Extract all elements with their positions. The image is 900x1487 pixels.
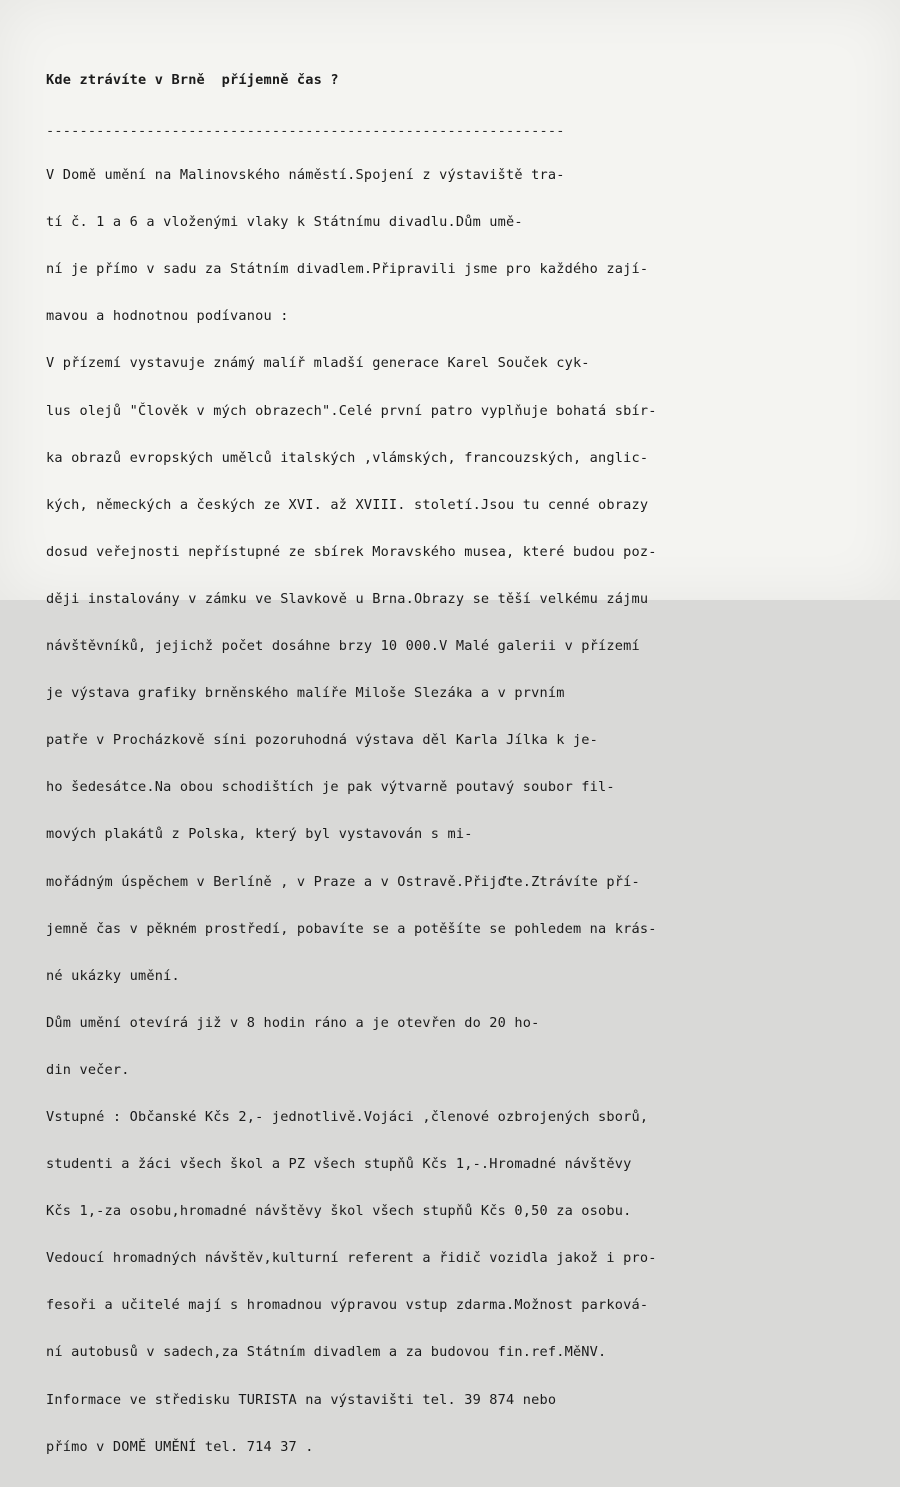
text-line: tí č. 1 a 6 a vloženými vlaky k Státnímu divadlu.Dům umě- [46,214,523,231]
text-line: Dům umění otevírá již v 8 hodin ráno a je otevřen do 20 ho- [46,1014,540,1031]
text-line: mořádným úspěchem v Berlíně , v Praze a v Ostravě.Přijďte.Ztrávíte pří- [46,873,640,890]
text-line: ní autobusů v sadech,za Státním divadlem a za budovou fin.ref.MěNV. [46,1344,607,1361]
text-line: Kčs 1,-za osobu,hromadné návštěvy škol všech stupňů Kčs 0,50 za osobu. [46,1203,632,1220]
text-line: patře v Procházkově síni pozoruhodná výstava děl Karla Jílka k je- [46,732,599,749]
text-line: dosud veřejnosti nepřístupné ze sbírek Moravského musea, které budou poz- [46,543,657,560]
text-line: studenti a žáci všech škol a PZ všech stupňů Kčs 1,-.Hromadné návštěvy [46,1156,632,1173]
typewritten-text [46,41,876,1487]
text-line: ní je přímo v sadu za Státním divadlem.Připravili jsme pro každého zají- [46,261,649,278]
document-title: Kde ztrávíte v Brně příjemně čas ? [46,72,339,88]
text-line: jemně čas v pěkném prostředí, pobavíte se a potěšíte se pohledem na krás- [46,920,657,937]
text-line: kých, německých a českých ze XVI. až XVIII. století.Jsou tu cenné obrazy [46,496,649,513]
text-line: je výstava grafiky brněnského malíře Miloše Slezáka a v prvním [46,685,565,702]
text-line: mavou a hodnotnou podívanou : [46,308,289,325]
text-line: V Domě umění na Malinovského náměstí.Spojení z výstaviště tra- [46,167,565,184]
text-line: mových plakátů z Polska, který byl vystavován s mi- [46,826,473,843]
text-line: přímo v DOMĚ UMĚNÍ tel. 714 37 . [46,1438,314,1455]
text-line: Vedoucí hromadných návštěv,kulturní referent a řidič vozidla jakož i pro- [46,1250,657,1267]
text-line: lus olejů "Člověk v mých obrazech".Celé první patro vyplňuje bohatá sbír- [46,402,657,419]
text-line: ději instalovány v zámku ve Slavkově u Brna.Obrazy se těší velkému zájmu [46,590,649,607]
text-line: né ukázky umění. [46,967,180,984]
text-line: ho šedesátce.Na obou schodištích je pak výtvarně poutavý soubor fil- [46,779,615,796]
text-line: Vstupné : Občanské Kčs 2,- jednotlivě.Vojáci ,členové ozbrojených sborů, [46,1108,649,1125]
text-line: V přízemí vystavuje známý malíř mladší generace Karel Souček cyk- [46,355,590,372]
text-line: ka obrazů evropských umělců italských ,vlámských, francouzských, anglic- [46,449,649,466]
text-line: fesoři a učitelé mají s hromadnou výpravou vstup zdarma.Možnost parková- [46,1297,649,1314]
text-line: Informace ve středisku TURISTA na výstavišti tel. 39 874 nebo [46,1391,557,1408]
text-line: din večer. [46,1061,130,1078]
title-underline: -------------------------------------------------------------- [46,123,565,140]
text-line: návštěvníků, jejichž počet dosáhne brzy 10 000.V Malé galerii v přízemí [46,638,640,655]
